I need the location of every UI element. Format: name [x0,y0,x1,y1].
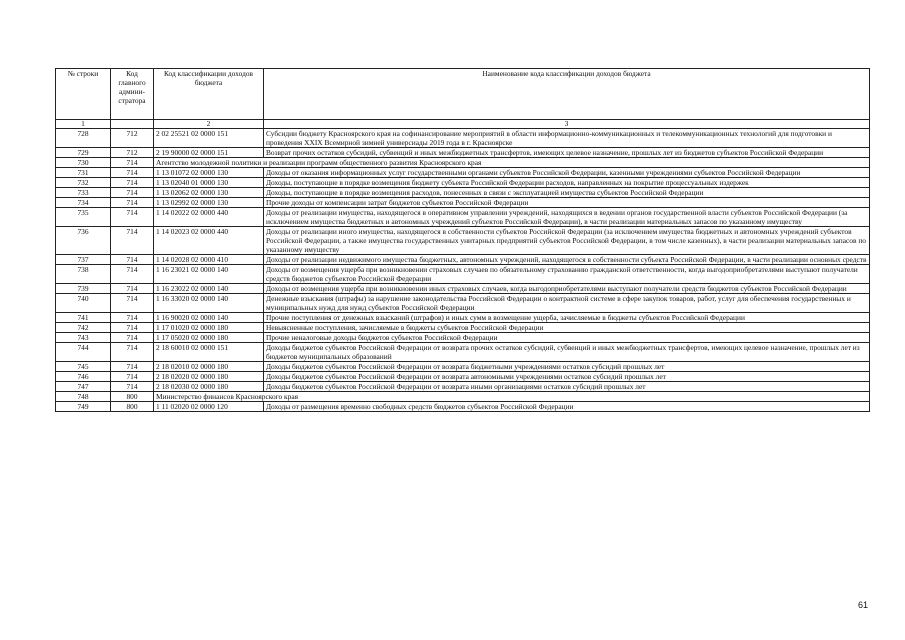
admin-code-cell: 712 [111,129,154,148]
table-row [56,158,870,168]
section-title-cell: Министерство финансов Красноярского края [154,392,870,402]
table-row [56,198,870,208]
code-name-cell: Прочие доходы от компенсации затрат бюджетов субъектов Российской Федерации [264,198,870,208]
table-body [56,129,870,412]
table-row [56,362,870,372]
code-name-cell: Доходы от возмещения ущерба при возникновении страховых случаев по обязательному страхованию гражданской ответственности, когда выгодоприобретателями выступают получатели средств бюджетов субъектов Российской Федерации [264,265,870,284]
admin-code-cell: 714 [111,198,154,208]
admin-code-cell: 714 [111,158,154,168]
header-admin-code: Код главного админи-стратора [111,69,154,120]
table-row [56,313,870,323]
row-number-cell: 735 [56,208,111,227]
classification-code-cell: 1 17 01020 02 0000 180 [154,323,264,333]
code-name-cell: Доходы, поступающие в порядке возмещения бюджету субъекта Российской Федерации расходов, направленных на покрытие процессуальных издержек [264,178,870,188]
row-number-cell: 737 [56,255,111,265]
classification-code-cell: 1 17 05020 02 0000 180 [154,333,264,343]
code-name-cell: Доходы от размещения временно свободных средств бюджетов субъектов Российской Федерации [264,402,870,412]
row-number-cell: 738 [56,265,111,284]
code-name-cell: Прочие неналоговые доходы бюджетов субъектов Российской Федерации [264,333,870,343]
code-name-cell: Невыясненные поступления, зачисляемые в бюджеты субъектов Российской Федерации [264,323,870,333]
row-number-cell: 749 [56,402,111,412]
header-classification-code: Код классификации доходов бюджета [154,69,264,120]
code-name-cell: Доходы от оказания информационных услуг государственными органами субъектов Российской Федерации, казенными учреждениями субъектов Российской Федерации [264,168,870,178]
table-row [56,148,870,158]
table-row [56,129,870,148]
classification-code-cell: 1 14 02023 02 0000 440 [154,227,264,255]
admin-code-cell: 714 [111,382,154,392]
income-classification-table [55,68,870,412]
row-number-cell: 744 [56,343,111,362]
table-row [56,255,870,265]
admin-code-cell: 714 [111,178,154,188]
code-name-cell: Денежные взыскания (штрафы) за нарушение законодательства Российской Федерации о контрактной системе в сфере закупок товаров, работ, услуг для обеспечения государственных и муниципальных нужд для нужд субъектов Российской Федерации [264,294,870,313]
row-number-cell: 734 [56,198,111,208]
classification-code-cell: 2 18 02030 02 0000 180 [154,382,264,392]
row-number-cell: 740 [56,294,111,313]
code-name-cell: Прочие поступления от денежных взысканий (штрафов) и иных сумм в возмещение ущерба, зачисляемые в бюджеты субъектов Российской Федерации [264,313,870,323]
row-number-cell: 732 [56,178,111,188]
code-name-cell: Доходы бюджетов субъектов Российской Федерации от возврата иными организациями остатков субсидий прошлых лет [264,382,870,392]
table-row [56,294,870,313]
row-number-cell: 742 [56,323,111,333]
classification-code-cell: 1 11 02020 02 0000 120 [154,402,264,412]
code-name-cell: Доходы бюджетов субъектов Российской Федерации от возврата бюджетными учреждениями остатков субсидий прошлых лет [264,362,870,372]
table-row [56,168,870,178]
classification-code-cell: 1 13 02040 01 0000 130 [154,178,264,188]
classification-code-cell: 2 19 90000 02 0000 151 [154,148,264,158]
header-number-1: 1 [56,120,111,129]
table-row [56,402,870,412]
admin-code-cell: 714 [111,323,154,333]
table-row [56,265,870,284]
classification-code-cell: 2 18 02010 02 0000 180 [154,362,264,372]
admin-code-cell: 714 [111,265,154,284]
classification-code-cell: 1 16 33020 02 0000 140 [154,294,264,313]
admin-code-cell: 714 [111,168,154,178]
row-number-cell: 745 [56,362,111,372]
admin-code-cell: 714 [111,188,154,198]
row-number-cell: 748 [56,392,111,402]
admin-code-cell: 714 [111,362,154,372]
table-row [56,323,870,333]
row-number-cell: 741 [56,313,111,323]
classification-code-cell: 1 13 01072 02 0000 130 [154,168,264,178]
code-name-cell: Доходы от реализации иного имущества, находящегося в собственности субъектов Российской Федерации (за исключением имущества бюджетных и автономных учреждений субъектов Российской Федерации, а также имущества государственных унитарных предприятий субъектов Российской Федерации, в том числе казенных), в части реализации материальных запасов по указанному имуществу [264,227,870,255]
admin-code-cell: 800 [111,402,154,412]
code-name-cell: Доходы бюджетов субъектов Российской Федерации от возврата прочих остатков субсидий, субвенций и иных межбюджетных трансфертов, имеющих целевое назначение, прошлых лет из бюджетов муниципальных образований [264,343,870,362]
row-number-cell: 730 [56,158,111,168]
classification-code-cell: 1 13 02062 02 0000 130 [154,188,264,198]
admin-code-cell: 714 [111,372,154,382]
code-name-cell: Доходы бюджетов субъектов Российской Федерации от возврата автономными учреждениями остатков субсидий прошлых лет [264,372,870,382]
header-number-3: 3 [264,120,870,129]
admin-code-cell: 714 [111,284,154,294]
table-row [56,227,870,255]
row-number-cell: 739 [56,284,111,294]
classification-code-cell: 2 18 02020 02 0000 180 [154,372,264,382]
admin-code-cell: 714 [111,294,154,313]
row-number-cell: 736 [56,227,111,255]
admin-code-cell: 714 [111,313,154,323]
code-name-cell: Доходы от реализации недвижимого имущества бюджетных, автономных учреждений, находящегося в собственности субъекта Российской Федерации, в части реализации основных средств [264,255,870,265]
table-row [56,178,870,188]
table-row [56,343,870,362]
header-number-blank [111,120,154,129]
classification-code-cell: 1 14 02022 02 0000 440 [154,208,264,227]
code-name-cell: Доходы от реализации имущества, находящегося в оперативном управлении учреждений, находящихся в ведении органов государственной власти субъектов Российской Федерации (за исключением имущества бюджетных и автономных учреждений субъектов Российской Федерации), в части реализации материальных запасов по указанному имуществу [264,208,870,227]
classification-code-cell: 1 16 23021 02 0000 140 [154,265,264,284]
table-row [56,333,870,343]
row-number-cell: 728 [56,129,111,148]
classification-code-cell: 1 13 02992 02 0000 130 [154,198,264,208]
classification-code-cell: 2 02 25521 02 0000 151 [154,129,264,148]
header-code-name: Наименование кода классификации доходов бюджета [264,69,870,120]
row-number-cell: 743 [56,333,111,343]
admin-code-cell: 714 [111,227,154,255]
row-number-cell: 747 [56,382,111,392]
table-row [56,208,870,227]
row-number-cell: 731 [56,168,111,178]
code-name-cell: Возврат прочих остатков субсидий, субвенций и иных межбюджетных трансфертов, имеющих целевое назначение, прошлых лет из бюджетов субъектов Российской Федерации [264,148,870,158]
classification-code-cell: 2 18 60010 02 0000 151 [154,343,264,362]
admin-code-cell: 800 [111,392,154,402]
row-number-cell: 746 [56,372,111,382]
admin-code-cell: 714 [111,208,154,227]
code-name-cell: Доходы от возмещения ущерба при возникновении иных страховых случаев, когда выгодоприобретателями выступают получатели средств бюджетов субъектов Российской Федерации [264,284,870,294]
classification-code-cell: 1 16 90020 02 0000 140 [154,313,264,323]
page-number: 61 [858,600,869,610]
table-row [56,284,870,294]
admin-code-cell: 714 [111,255,154,265]
classification-code-cell: 1 14 02028 02 0000 410 [154,255,264,265]
code-name-cell: Субсидии бюджету Красноярского края на софинансирование мероприятий в области информационно-коммуникационных и телекоммуникационных технологий для подготовки и проведения XXIX Всемирной зимней универсиады 2019 года в г. Красноярске [264,129,870,148]
header-number-2: 2 [154,120,264,129]
classification-code-cell: 1 16 23022 02 0000 140 [154,284,264,294]
header-row-number: № строки [56,69,111,120]
admin-code-cell: 712 [111,148,154,158]
row-number-cell: 733 [56,188,111,198]
table-row [56,372,870,382]
table-row [56,382,870,392]
admin-code-cell: 714 [111,343,154,362]
admin-code-cell: 714 [111,333,154,343]
section-title-cell: Агентство молодежной политики и реализации программ общественного развития Красноярского края [154,158,870,168]
code-name-cell: Доходы, поступающие в порядке возмещения расходов, понесенных в связи с эксплуатацией имущества субъектов Российской Федерации [264,188,870,198]
table-row [56,392,870,402]
row-number-cell: 729 [56,148,111,158]
table-row [56,188,870,198]
